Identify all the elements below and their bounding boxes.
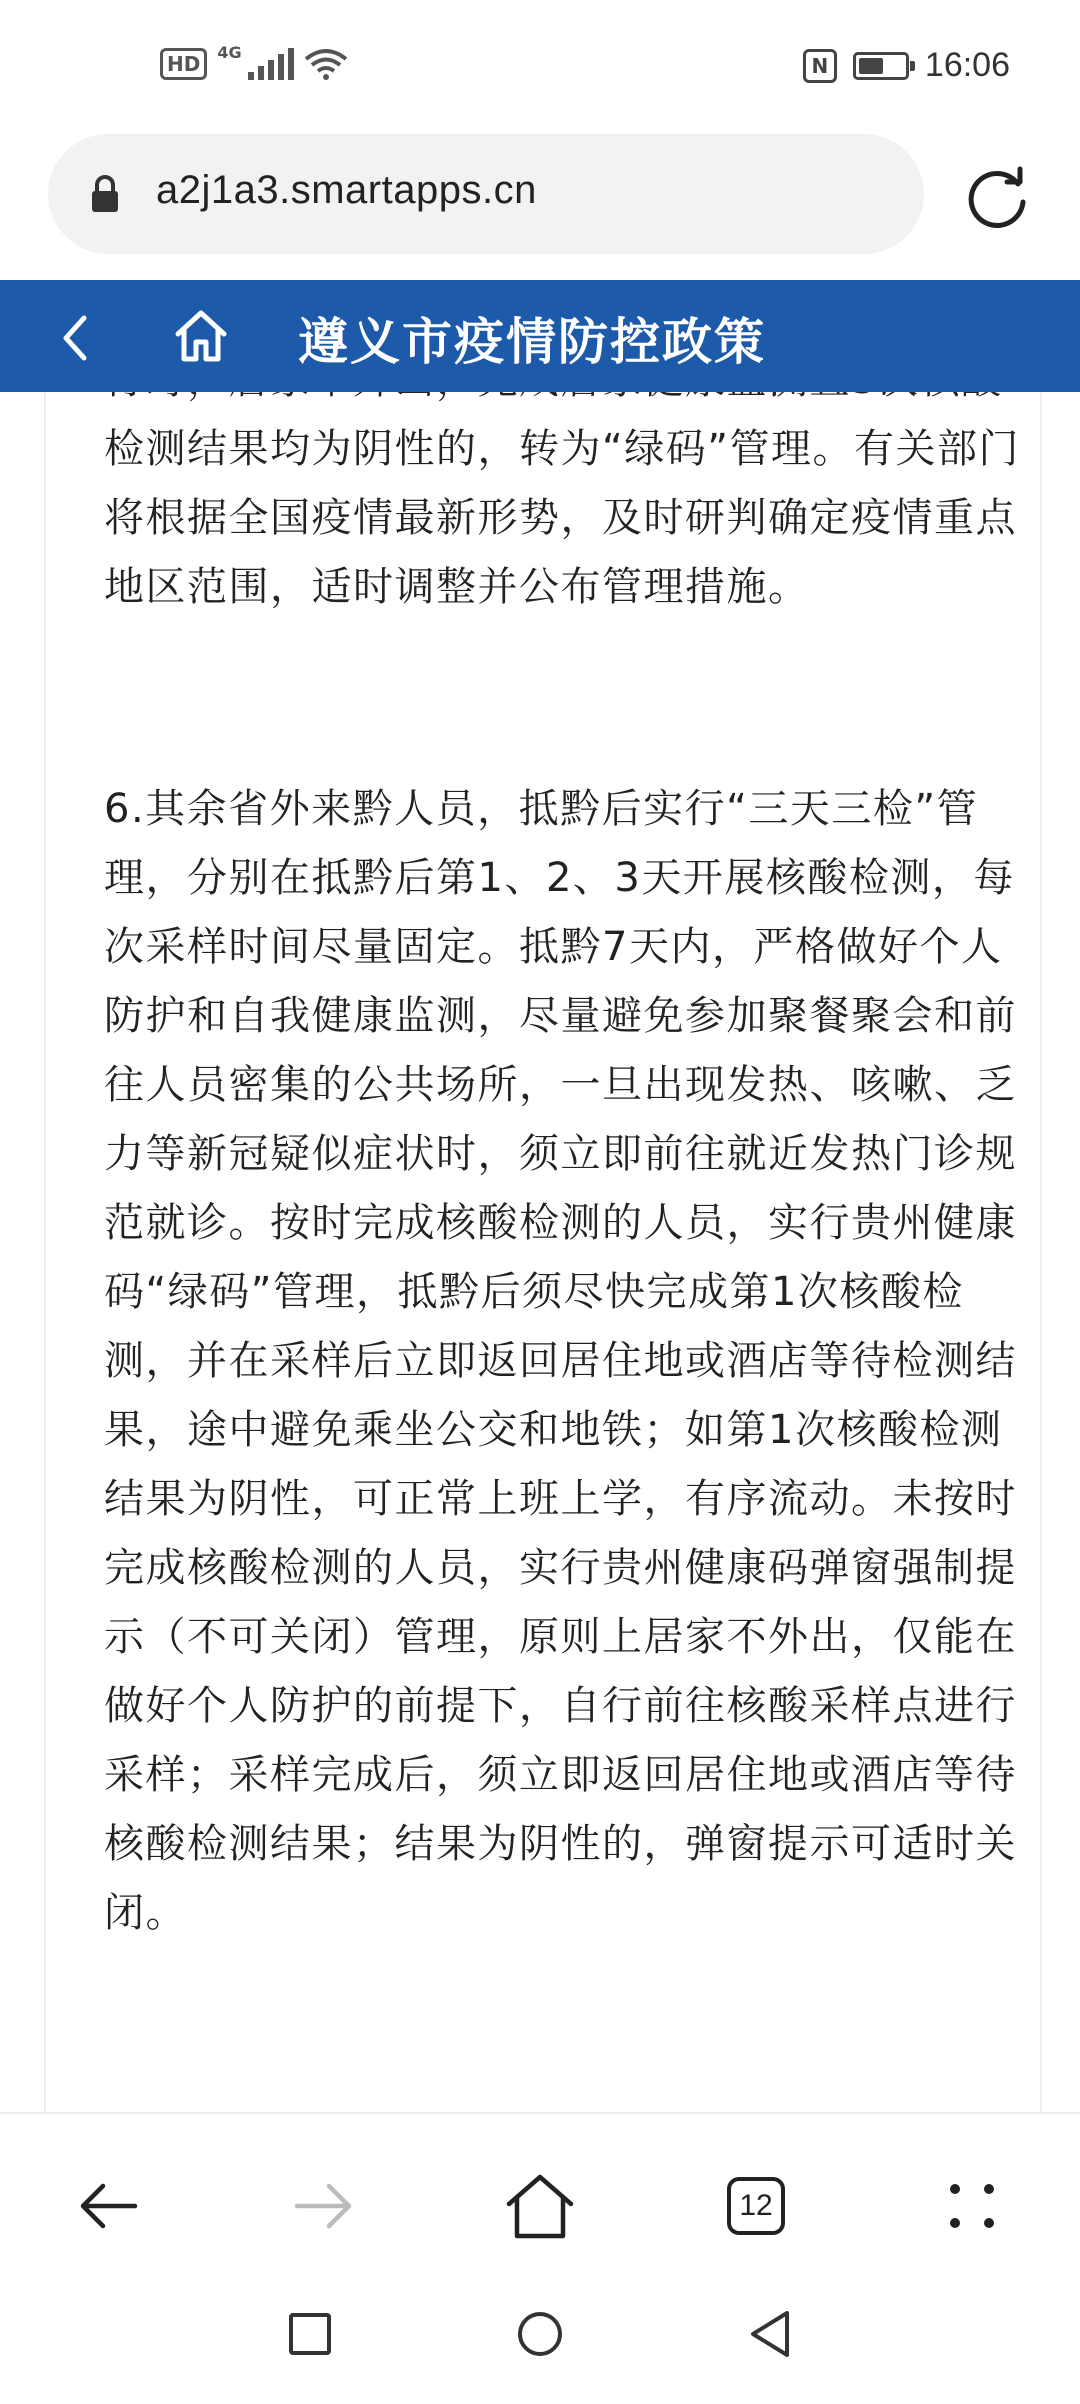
menu-button[interactable] [932, 2166, 1012, 2246]
forward-arrow-icon [289, 2176, 359, 2236]
triangle-back-icon [747, 2309, 793, 2359]
status-right [803, 46, 1010, 85]
signal-icon [248, 48, 294, 80]
tab-count: 12 [727, 2177, 785, 2235]
article-paragraph: 检测结果均为阴性的，转为“绿码”管理。有关部门将根据全国疫情最新形势，及时研判确定疫情重点地区范围，适时调整并公布管理措施。 [104, 426, 1020, 610]
url-text[interactable]: a2j1a3.smartapps.cn [156, 168, 537, 212]
hd-voice-icon: HD [160, 48, 207, 80]
back-button[interactable] [68, 2166, 148, 2246]
forward-button[interactable] [284, 2166, 364, 2246]
page-header [0, 280, 1080, 392]
network-type: 4G [217, 42, 242, 62]
system-home-button[interactable] [508, 2302, 572, 2366]
lock-icon [90, 174, 120, 214]
back-arrow-icon [73, 2176, 143, 2236]
browser-toolbar [0, 2112, 1080, 2404]
tabs-button[interactable] [716, 2166, 796, 2246]
square-icon [287, 2311, 333, 2357]
page-title: 遵义市疫情防控政策 [298, 313, 766, 371]
status-bar [0, 0, 1080, 130]
clock: 16:06 [924, 46, 1010, 84]
back-arrow-icon[interactable] [52, 310, 100, 366]
home-button[interactable] [500, 2166, 580, 2246]
battery-icon [853, 52, 909, 80]
address-bar[interactable] [48, 134, 924, 254]
home-icon[interactable] [172, 308, 230, 364]
status-left [160, 42, 348, 80]
wifi-icon [304, 48, 348, 80]
article-paragraph: 6.其余省外来黔人员，抵黔后实行“三天三检”管理，分别在抵黔后第1、2、3天开展核酸检测，每次采样时间尽量固定。抵黔7天内，严格做好个人防护和自我健康监测，尽量避免参加聚餐聚会和前往人员密集的公共场所，一旦出现发热、咳嗽、乏力等新冠疑似症状时，须立即前往就近发热门诊规范就诊。按时完成核酸检测的人员，实行贵州健康码“绿码”管理，抵黔后须尽快完成第1次核酸检测，并在采样后立即返回居住地或酒店等待检测结果，途中避免乘坐公交和地铁；如第1次核酸检测结果为阴性，可正常上班上学，有序流动。未按时完成核酸检测的人员，实行贵州健康码弹窗强制提示（不可关闭）管理，原则上居家不外出，仅能在做好个人防护的前提下，自行前往核酸采样点进行采样；采样完成后，须立即返回居住地或酒店等待核酸检测结果；结果为阴性的，弹窗提示可适时关闭。 [104, 786, 1017, 1936]
system-back-button[interactable] [738, 2302, 802, 2366]
reload-icon[interactable] [962, 162, 1032, 232]
nfc-icon: N [803, 49, 837, 83]
battery-level [859, 58, 883, 74]
home-icon [505, 2172, 575, 2240]
menu-dots-icon [942, 2176, 1002, 2236]
circle-icon [515, 2309, 565, 2359]
article-content [44, 392, 1042, 2112]
recent-apps-button[interactable] [278, 2302, 342, 2366]
